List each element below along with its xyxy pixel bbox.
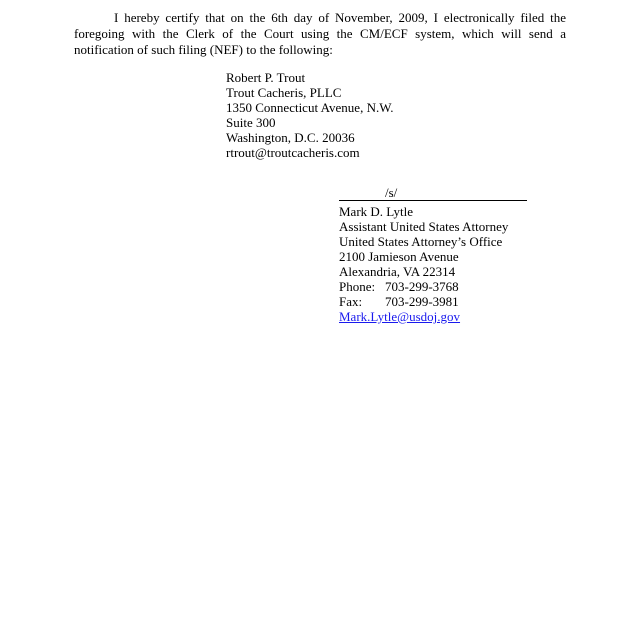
recipient-email: rtrout@troutcacheris.com xyxy=(226,145,360,160)
signer-city-state-zip: Alexandria, VA 22314 xyxy=(339,264,456,279)
signature-line xyxy=(339,186,527,201)
recipient-address-block xyxy=(226,70,394,160)
fax-row xyxy=(339,294,527,309)
signature-mark: /s/ xyxy=(385,185,398,200)
phone-number: 703-299-3768 xyxy=(385,279,459,294)
certificate-paragraph: I hereby certify that on the 6th day of November, 2009, I electronically filed the foregoing with the Clerk of the Court using the CM/ECF system, which will send a notification of such filing (NEF) to the following: xyxy=(74,10,566,57)
fax-label: Fax: xyxy=(339,294,363,309)
recipient-street: 1350 Connecticut Avenue, N.W. xyxy=(226,100,394,115)
signature-block xyxy=(339,186,527,324)
signer-title: Assistant United States Attorney xyxy=(339,219,509,234)
phone-row xyxy=(339,279,527,294)
recipient-firm: Trout Cacheris, PLLC xyxy=(226,85,342,100)
signer-office: United States Attorney’s Office xyxy=(339,234,503,249)
recipient-name: Robert P. Trout xyxy=(226,70,306,85)
signer-email-link[interactable]: Mark.Lytle@usdoj.gov xyxy=(339,309,461,324)
fax-number: 703-299-3981 xyxy=(385,294,459,309)
phone-label: Phone: xyxy=(339,279,376,294)
recipient-suite: Suite 300 xyxy=(226,115,276,130)
signer-name: Mark D. Lytle xyxy=(339,204,414,219)
recipient-city-state-zip: Washington, D.C. 20036 xyxy=(226,130,355,145)
signer-street: 2100 Jamieson Avenue xyxy=(339,249,459,264)
